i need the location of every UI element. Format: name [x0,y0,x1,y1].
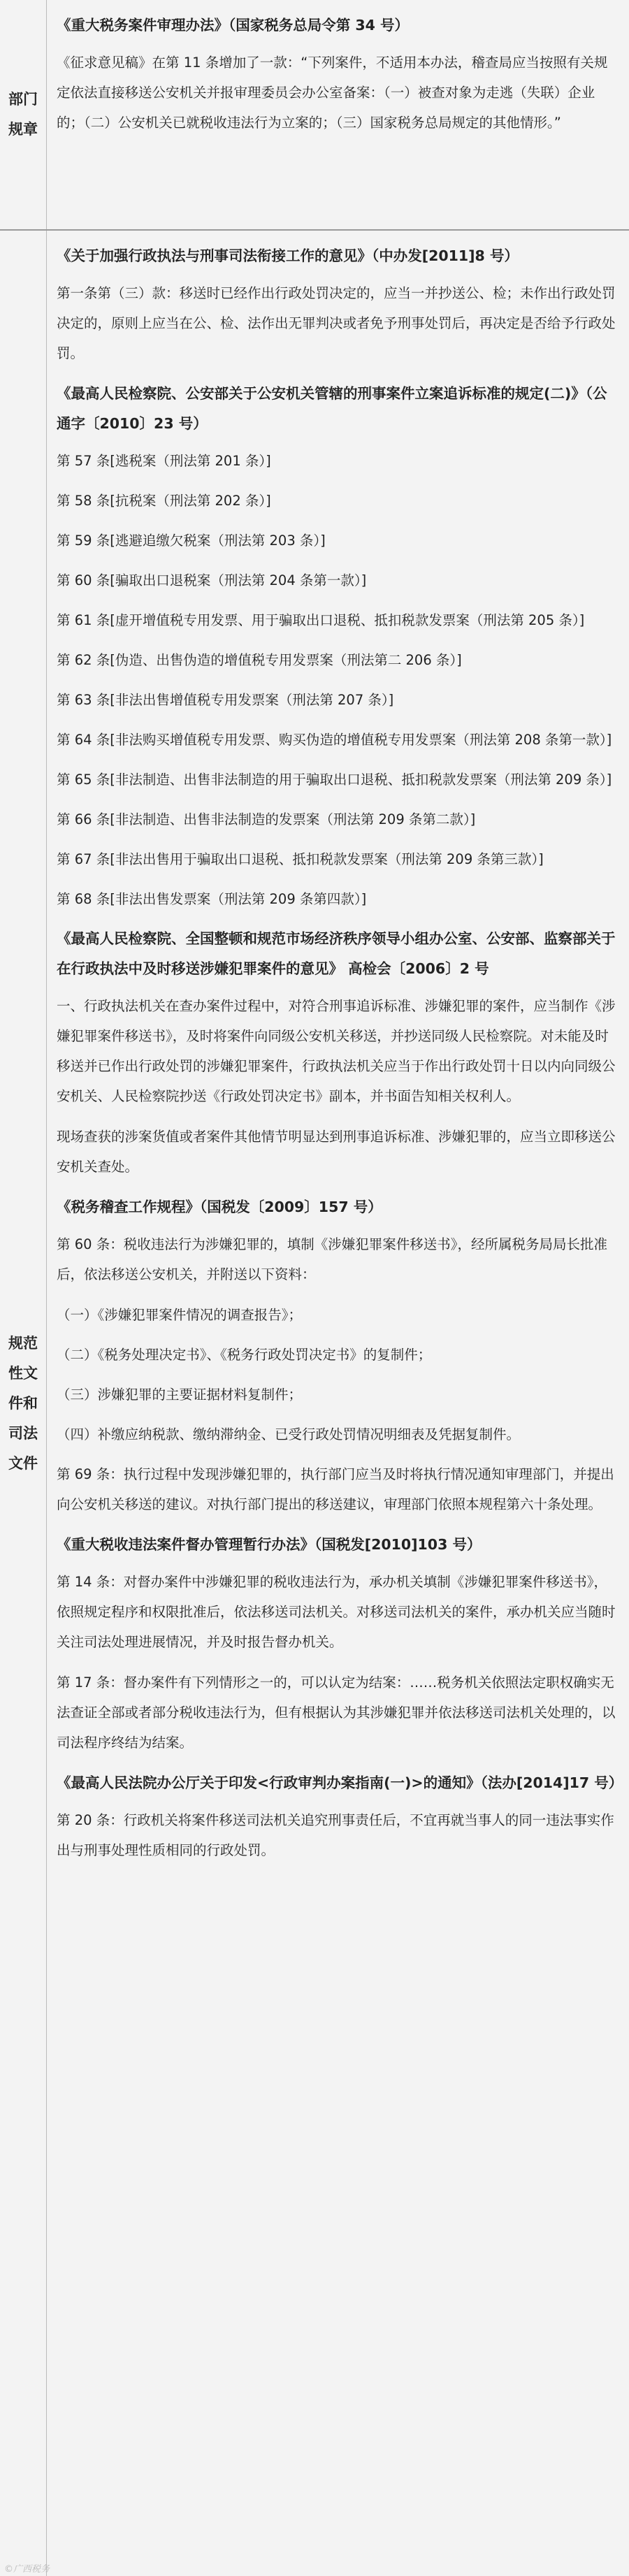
list-item: 第 61 条[虚开增值税专用发票、用于骗取出口退税、抵扣税款发票案（刑法第 205 条）] [57,612,585,628]
document-title: 《重大税收违法案件督办管理暂行办法》（国税发[2010]103 号） [57,1536,482,1553]
paragraph: 第 17 条：督办案件有下列情形之一的，可以认定为结案：……税务机关依照法定职权确实无法查证全部或者部分税收违法行为，但有根据认为其涉嫌犯罪并依法移送司法机关处理的，以司法程序终结为结案。 [57,1674,616,1751]
list-item: 第 63 条[非法出售增值税专用发票案（刑法第 207 条）] [57,692,394,708]
row-content [47,231,629,2576]
paragraph: 第 60 条：税收违法行为涉嫌犯罪的，填制《涉嫌犯罪案件移送书》，经所属税务局局长批准后，依法移送公安机关，并附送以下资料： [57,1236,607,1282]
list-item: （二）《税务处理决定书》、《税务行政处罚决定书》的复制件； [57,1347,432,1363]
row-content [47,0,629,229]
watermark-logo: ©广西税务 [4,2564,50,2575]
list-item: 第 59 条[逃避追缴欠税案（刑法第 203 条）] [57,533,326,549]
row-departmental-rules [0,0,629,231]
document-title: 《关于加强行政执法与刑事司法衔接工作的意见》（中办发[2011]8 号） [57,247,519,264]
list-item: 第 65 条[非法制造、出售非法制造的用于骗取出口退税、抵扣税款发票案（刑法第 209 条）] [57,772,612,788]
row-label: 规范性文件和司法文件 [8,1334,38,1472]
list-item: 第 68 条[非法出售发票案（刑法第 209 条第四款）] [57,891,367,907]
paragraph: 第 20 条：行政机关将案件移送司法机关追究刑事责任后，不宜再就当事人的同一违法事实作出与刑事处理性质相同的行政处罚。 [57,1812,614,1858]
document-title: 《最高人民法院办公厅关于印发<行政审判办案指南(一)>的通知》（法办[2014]17 号） [57,1774,623,1791]
row-label-cell [0,231,47,2576]
document-title: 《重大税务案件审理办法》（国家税务总局令第 34 号） [57,17,410,34]
list-item: （三）涉嫌犯罪的主要证据材料复制件； [57,1387,303,1403]
list-item: （四）补缴应纳税款、缴纳滞纳金、已受行政处罚情况明细表及凭据复制件。 [57,1426,521,1442]
list-item: （一）《涉嫌犯罪案件情况的调查报告》； [57,1307,303,1323]
paragraph: 第一条第（三）款：移送时已经作出行政处罚决定的，应当一并抄送公、检；未作出行政处罚决定的，原则上应当在公、检、法作出无罪判决或者免予刑事处罚后，再决定是否给予行政处罚。 [57,285,616,361]
document-title: 《最高人民检察院、公安部关于公安机关管辖的刑事案件立案追诉标准的规定(二)》（公通字〔2010〕23 号） [57,385,607,432]
paragraph: 第 69 条：执行过程中发现涉嫌犯罪的，执行部门应当及时将执行情况通知审理部门，并提出向公安机关移送的建议。对执行部门提出的移送建议，审理部门依照本规程第六十条处理。 [57,1466,614,1512]
document-title: 《最高人民检察院、全国整顿和规范市场经济秩序领导小组办公室、公安部、监察部关于在行政执法中及时移送涉嫌犯罪案件的意见》 高检会〔2006〕2 号 [57,930,616,977]
list-item: 第 67 条[非法出售用于骗取出口退税、抵扣税款发票案（刑法第 209 条第三款）] [57,851,544,867]
paragraph: 《征求意见稿》在第 11 条增加了一款：“下列案件，不适用本办法，稽查局应当按照有关规定依法直接移送公安机关并报审理委员会办公室备案：（一）被查对象为走逃（失联）企业的；（二）公安机关已就税收违法行为立案的；（三）国家税务总局规定的其他情形。” [57,55,608,131]
document-title: 《税务稽查工作规程》（国税发〔2009〕157 号） [57,1199,382,1215]
row-label-cell [0,0,47,229]
list-item: 第 58 条[抗税案（刑法第 202 条）] [57,493,271,509]
row-label: 部门规章 [8,91,38,138]
list-item: 第 64 条[非法购买增值税专用发票、购买伪造的增值税专用发票案（刑法第 208 条第一款）] [57,732,612,748]
row-normative-and-judicial-documents [0,231,629,2576]
list-item: 第 57 条[逃税案（刑法第 201 条）] [57,453,271,469]
paragraph: 现场查获的涉案货值或者案件其他情节明显达到刑事追诉标准、涉嫌犯罪的，应当立即移送公安机关查处。 [57,1129,616,1175]
paragraph: 一、行政执法机关在查办案件过程中，对符合刑事追诉标准、涉嫌犯罪的案件，应当制作《涉嫌犯罪案件移送书》，及时将案件向同级公安机关移送，并抄送同级人民检察院。对未能及时移送并已作出行政处罚的涉嫌犯罪案件，行政执法机关应当于作出行政处罚十日以内向同级公安机关、人民检察院抄送《行政处罚决定书》副本，并书面告知相关权利人。 [57,998,616,1104]
list-item: 第 60 条[骗取出口退税案（刑法第 204 条第一款）] [57,572,367,588]
list-item: 第 62 条[伪造、出售伪造的增值税专用发票案（刑法第二 206 条）] [57,652,462,668]
paragraph: 第 14 条：对督办案件中涉嫌犯罪的税收违法行为，承办机关填制《涉嫌犯罪案件移送书》，依照规定程序和权限批准后，依法移送司法机关。对移送司法机关的案件，承办机关应当随时关注司法处理进展情况，并及时报告督办机关。 [57,1574,616,1650]
list-item: 第 66 条[非法制造、出售非法制造的发票案（刑法第 209 条第二款）] [57,811,476,827]
